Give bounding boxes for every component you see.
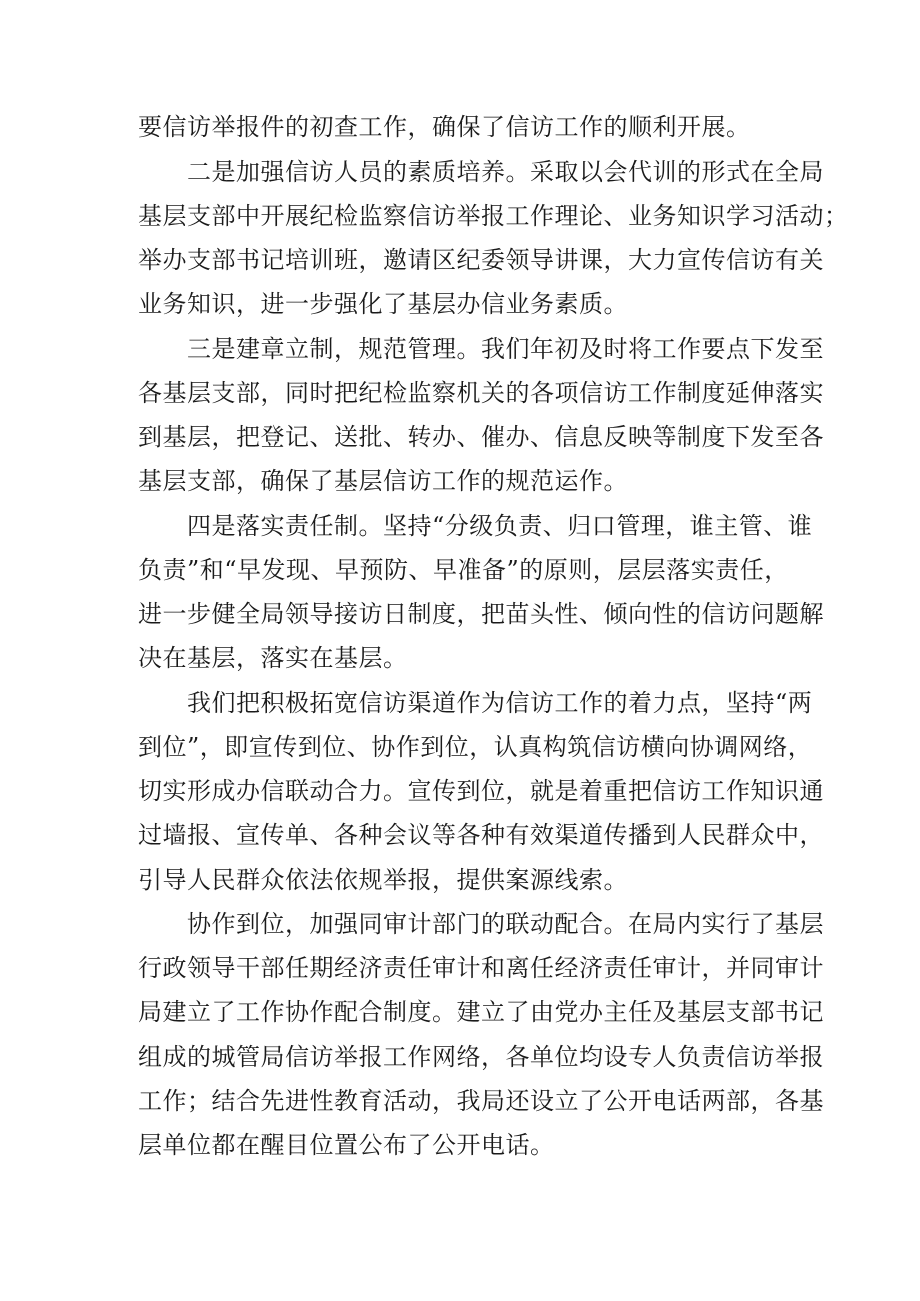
text-line: 过墙报、宣传单、各种会议等各种有效渠道传播到人民群众中，	[138, 821, 824, 849]
text-line: 到基层，把登记、送批、转办、催办、信息反映等制度下发至各	[138, 423, 824, 451]
text-line: 引导人民群众依法依规举报，提供案源线索。	[138, 866, 628, 894]
text-line: 决在基层，落实在基层。	[138, 644, 408, 672]
text-line: 要信访举报件的初查工作，确保了信访工作的顺利开展。	[138, 113, 751, 141]
text-line: 进一步健全局领导接访日制度，把苗头性、倾向性的信访问题解	[138, 600, 824, 628]
paragraph-start-line: 我们把积极拓宽信访渠道作为信访工作的着力点，坚持“两	[187, 689, 813, 717]
text-line: 基层支部，确保了基层信访工作的规范运作。	[138, 467, 628, 495]
text-line: 工作；结合先进性教育活动，我局还设立了公开电话两部，各基	[138, 1087, 824, 1115]
text-line: 业务知识，进一步强化了基层办信业务素质。	[138, 290, 628, 318]
paragraph-start-line: 协作到位，加强同审计部门的联动配合。在局内实行了基层	[187, 910, 824, 938]
text-line: 组成的城管局信访举报工作网络，各单位均设专人负责信访举报	[138, 1043, 824, 1071]
text-line: 负责”和“早发现、早预防、早准备”的原则，层层落实责任，	[138, 556, 789, 584]
text-line: 到位”，即宣传到位、协作到位，认真构筑信访横向协调网络，	[138, 733, 813, 761]
paragraph-start-line: 二是加强信访人员的素质培养。采取以会代训的形式在全局	[187, 158, 824, 186]
paragraph-start-line: 四是落实责任制。坚持“分级负责、归口管理，谁主管、谁	[187, 512, 813, 540]
text-line: 举办支部书记培训班，邀请区纪委领导讲课，大力宣传信访有关	[138, 246, 824, 274]
text-line: 切实形成办信联动合力。宣传到位，就是着重把信访工作知识通	[138, 777, 824, 805]
text-line: 各基层支部，同时把纪检监察机关的各项信访工作制度延伸落实	[138, 379, 824, 407]
text-line: 局建立了工作协作配合制度。建立了由党办主任及基层支部书记	[138, 998, 824, 1026]
text-line: 层单位都在醒目位置公布了公开电话。	[138, 1131, 555, 1159]
paragraph-start-line: 三是建章立制，规范管理。我们年初及时将工作要点下发至	[187, 335, 824, 363]
text-line: 行政领导干部任期经济责任审计和离任经济责任审计，并同审计	[138, 954, 824, 982]
text-line: 基层支部中开展纪检监察信访举报工作理论、业务知识学习活动；	[138, 202, 849, 230]
